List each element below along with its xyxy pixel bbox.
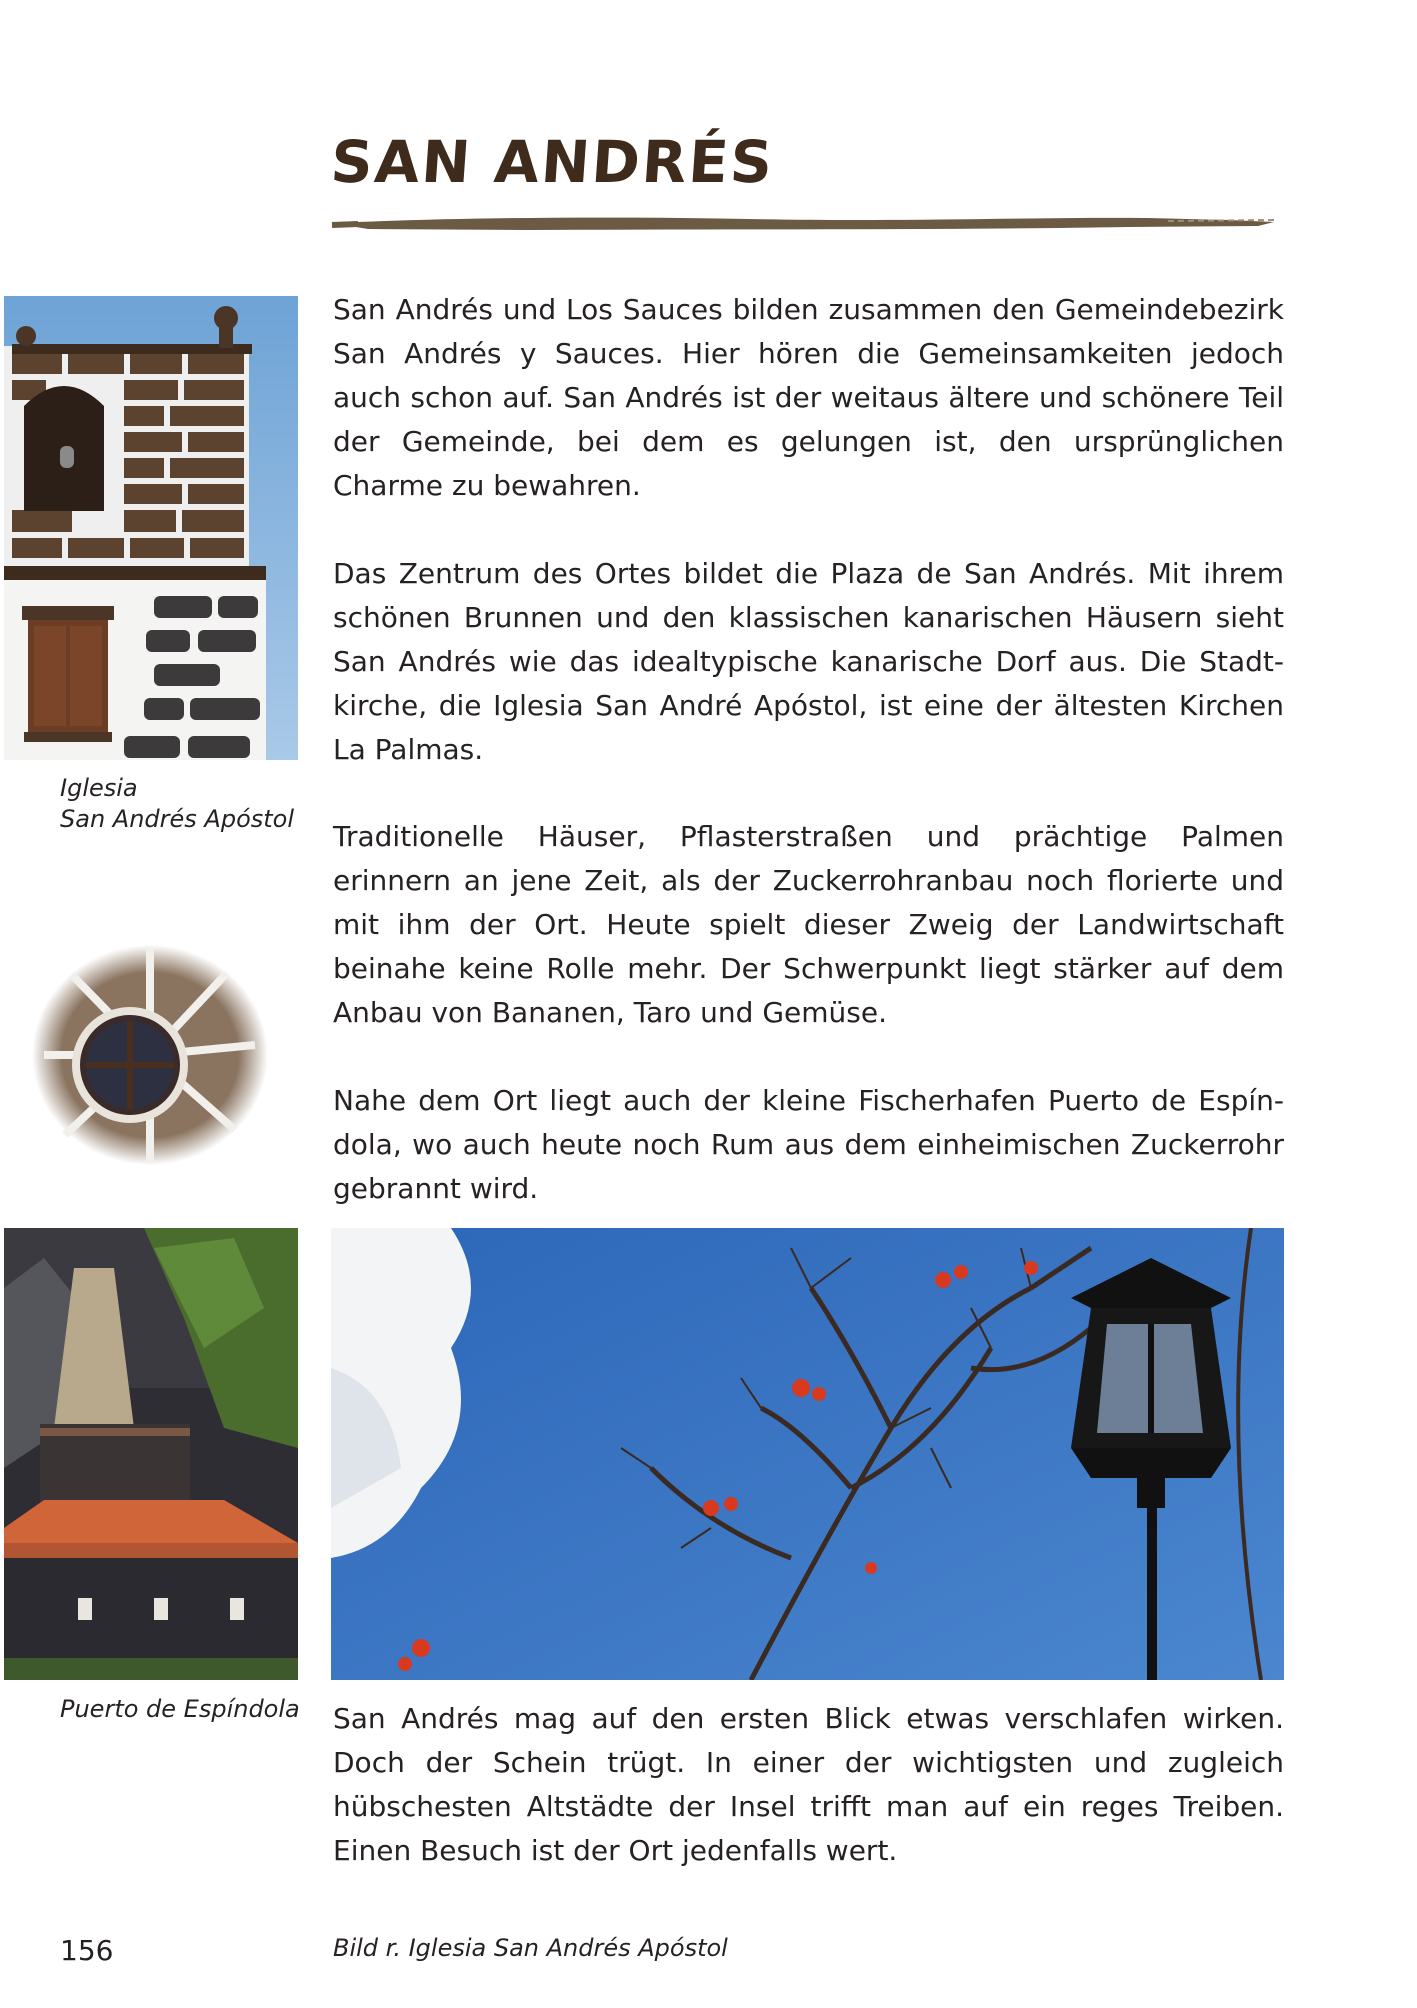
page-number: 156 bbox=[60, 1934, 114, 1967]
paragraph-4: Nahe dem Ort liegt auch der kleine Fischerhafen Puerto de Espín-dola, wo auch heute noch Rum aus dem einheimischen Zuckerrohr gebrannt wird. bbox=[333, 1084, 1284, 1205]
paragraph-1: San Andrés und Los Sauces bilden zusammen den Gemeindebezirk San Andrés y Sauces. Hier hören die Gemeinsamkeiten jedoch auch schon auf. San Andrés ist der weitaus ältere und schönere Teil der Gemeinde, bei dem es gelungen ist, den ursprünglichen Charme zu bewahren. bbox=[333, 293, 1284, 502]
lamp-tree-photo bbox=[331, 1228, 1284, 1680]
footer-image-credit: Bild r. Iglesia San Andrés Apóstol bbox=[333, 1934, 728, 1962]
harbor-photo bbox=[4, 1228, 298, 1680]
harbor-photo-caption: Puerto de Espíndola bbox=[60, 1695, 300, 1723]
church-tower-photo bbox=[4, 296, 298, 760]
paragraph-5: San Andrés mag auf den ersten Blick etwas verschlafen wirken. Doch der Schein trügt. In einer der wichtigsten und zugleich hübschesten Altstädte der Insel trifft man auf ein reges Treiben. Einen Besuch ist der Ort jedenfalls wert. bbox=[333, 1702, 1284, 1867]
title-brush-underline bbox=[328, 212, 1280, 234]
paragraph-3: Traditionelle Häuser, Pflasterstraßen und prächtige Palmen erinnern an jene Zeit, als der Zuckerrohranbau noch florierte und mit ihm der Ort. Heute spielt dieser Zweig der Landwirtschaft beinahe keine Rolle mehr. Der Schwerpunkt liegt stärker auf dem Anbau von Bananen, Taro und Gemüse. bbox=[333, 820, 1284, 1029]
caption-line: Iglesia bbox=[60, 774, 138, 802]
round-window-photo bbox=[20, 935, 280, 1175]
page-title: SAN ANDRÉS bbox=[328, 128, 777, 196]
church-photo-caption bbox=[60, 773, 294, 835]
caption-line: San Andrés Apóstol bbox=[60, 805, 295, 833]
paragraph-2: Das Zentrum des Ortes bildet die Plaza de San Andrés. Mit ihrem schönen Brunnen und den klassischen kanarischen Häusern sieht San Andrés wie das idealtypische kanarische Dorf aus. Die Stadt-kirche, die Iglesia San André Apóstol, ist eine der ältesten Kirchen La Palmas. bbox=[333, 557, 1284, 766]
